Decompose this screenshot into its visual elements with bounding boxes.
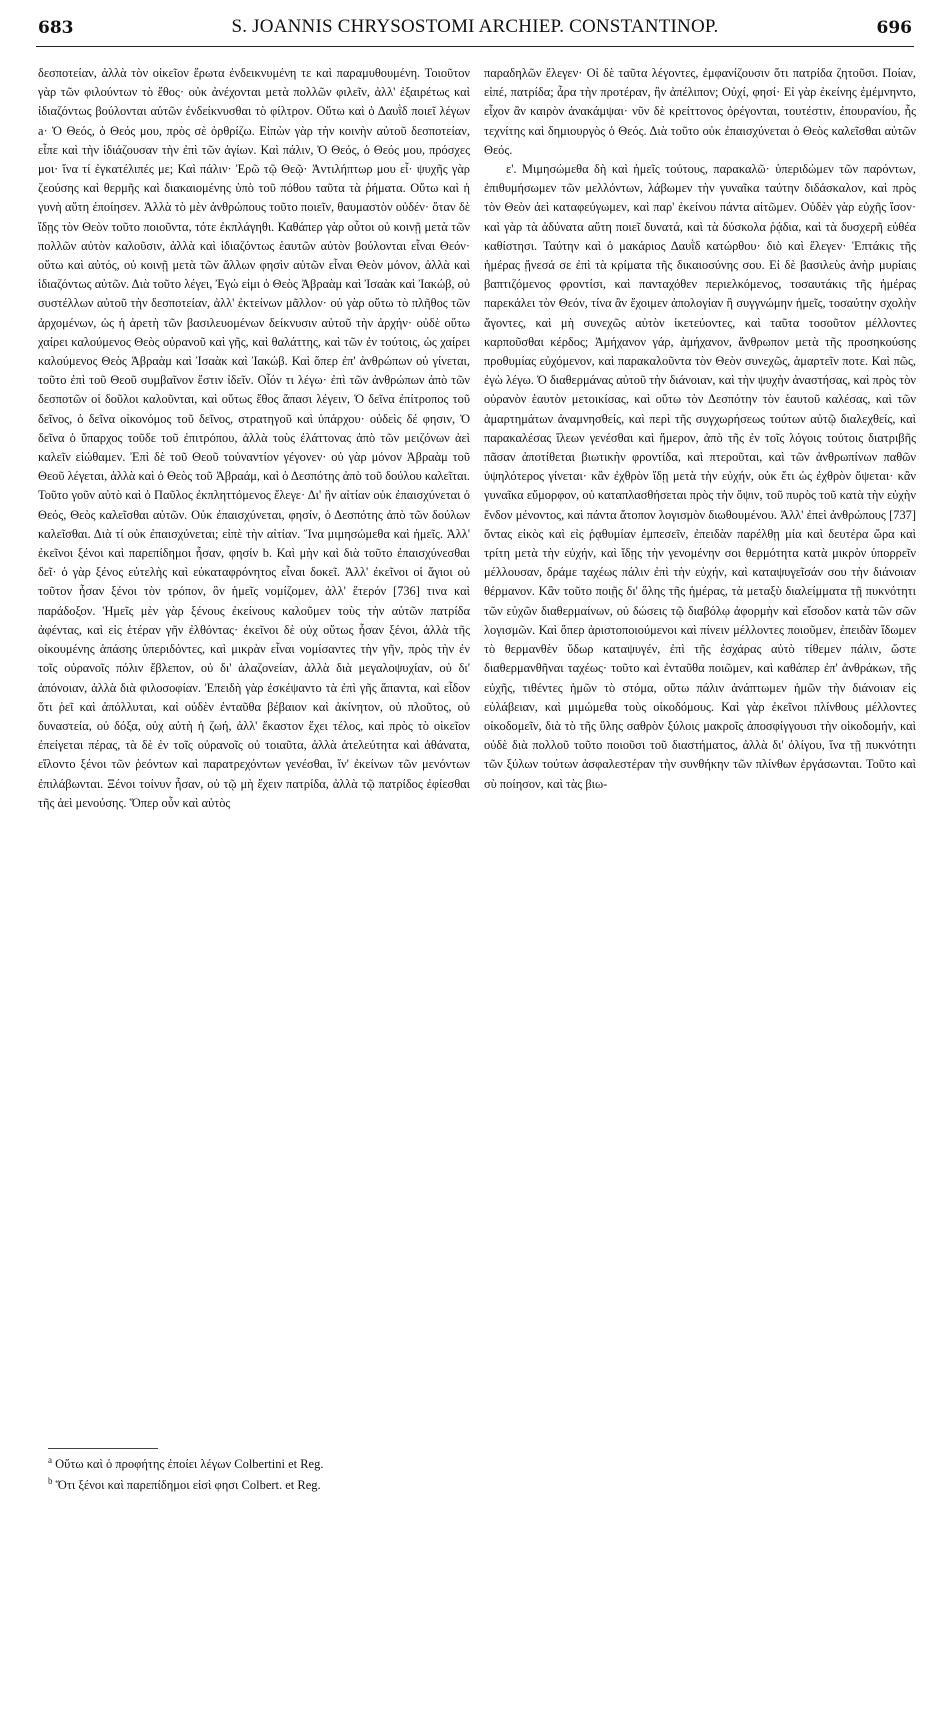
right-column: [484, 64, 916, 1454]
left-paragraph-1: δεσποτείαν, ἀλλὰ τὸν οἰκεῖον ἔρωτα ἐνδεικνυμένη τε καὶ παραμυθουμένη. Τοιοῦτον γὰρ τῶν φιλούντων τὸ ἔθος· οὐκ ἀνέχονται μετὰ πολλῶν φιλεῖν, ἀλλ' ἐξαιρέτως καὶ ἰδιαζόντως βούλονται αὑτῶν ἐνδείκνυσθαι τὸ φίλτρον. Οὕτω καὶ ὁ Δαυῒδ ποιεῖ λέγων a· Ὁ Θεός, ὁ Θεός μου, πρὸς σὲ ὀρθρίζω. Εἰπὼν γὰρ τὴν κοινὴν αὐτοῦ δεσποτείαν, εἶπε καὶ τὴν ἰδιάζουσαν τὴν ἐπὶ τῶν ἁγίων. Καὶ πάλιν, Ὁ Θεός, ὁ Θεός μου, πρόσχες μοι· ἵνα τί ἐγκατέλιπές με; Καὶ πάλιν· Ἐρῶ τῷ Θεῷ· Ἀντιλήπτωρ μου εἶ· ψυχῆς γὰρ ζεούσης καὶ θερμῆς καὶ διακαιομένης ὑπὸ τοῦ πόθου ταῦτα τὰ ῥήματα. Οὕτω καὶ ἡ γυνὴ αὕτη ἐποίησεν. Ἀλλὰ τὸ μὲν ἀνθρώπους τοῦτο ποιεῖν, θαυμαστὸν οὐδέν· ὅταν δὲ ἴδῃς τὸν Θεὸν τοῦτο ποιοῦντα, τότε ἐκπλάγηθι. Καθάπερ γὰρ οὗτοι οὐ κοινῇ μετὰ τῶν πολλῶν αὐτὸν καλοῦσιν, ἀλλὰ καὶ ἰδιαζόντως ἑαυτῶν αὐτὸν βούλονται εἶναι Θεόν· οὕτω καὶ αὐτός, οὐ κοινῇ μετὰ τῶν ἄλλων φησὶν αὐτῶν εἶναι Θεὸν μόνον, ἀλλὰ καὶ ἰδιαζόντως αὐτῶν. Διὰ τοῦτο λέγει, Ἐγώ εἰμι ὁ Θεὸς Ἀβραὰμ καὶ Ἰσαὰκ καὶ Ἰακώβ, οὐ συστέλλων αὐτοῦ τὴν δεσποτείαν, ἀλλ' ἐκτείνων μᾶλλον· οὐ γὰρ οὕτω τὸ πλῆθος τῶν ἀρχομένων, ὡς ἡ ἀρετὴ τῶν βασιλευομένων δείκνυσιν αὐτοῦ τὴν ἀρχήν· οὐδὲ οὕτω χαίρει καλούμενος Θεὸς οὐρανοῦ καὶ γῆς, καὶ θαλάττης, καὶ τῶν ἐν τούτοις, ὡς χαίρει καλούμενος Θεὸς Ἀβραὰμ καὶ Ἰσαὰκ καὶ Ἰακώβ. Καὶ ὅπερ ἐπ' ἀνθρώπων οὐ γίνεται, τοῦτο ἐπὶ τοῦ Θεοῦ συμβαῖνον ἔστιν ἰδεῖν. Οἷόν τι λέγω· ἐπὶ τῶν ἀνθρώπων ἀπὸ τῶν δεσποτῶν οἱ δοῦλοι καλοῦνται, καὶ οὕτως ἔθος ἅπασι λέγειν, Ὁ δεῖνα ἐπίτροπος τοῦ δεῖνος, ὁ δεῖνα οἰκονόμος τοῦ δεῖνος, στρατηγοῦ καὶ ὑπάρχου· οὐδεὶς δέ φησιν, Ὁ δεῖνα ὁ ὕπαρχος τοῦδε τοῦ ἐπιτρόπου, ἀλλὰ τοὺς ἐλάττονας ἀπὸ τῶν μειζόνων ἀεὶ καλεῖν εἰώθαμεν. Ἐπὶ δὲ τοῦ Θεοῦ τοὐναντίον γέγονεν· οὐ γὰρ μόνον Ἀβραὰμ τοῦ Θεοῦ λέγεται, ἀλλὰ καὶ ὁ Θεὸς τοῦ Ἀβραάμ, καὶ ὁ Δεσπότης ἀπὸ τοῦ δούλου καλεῖται. Τοῦτο γοῦν αὐτὸ καὶ ὁ Παῦλος ἐκπληττόμενος ἔλεγε· Δι' ἣν αἰτίαν οὐκ ἐπαισχύνεται ὁ Θεός, Θεὸς καλεῖσθαι αὐτῶν. Οὐκ ἐπαισχύνεται, φησίν, ὁ Δεσπότης ἀπὸ τῶν δούλων καλεῖσθαι. Διὰ τί οὐκ ἐπαισχύνεται; εἰπὲ τὴν αἰτίαν. Ἵνα μιμησώμεθα καὶ ἡμεῖς. Ἀλλ' ἐκεῖνοι ξένοι καὶ παρεπίδημοι ἦσαν, φησίν b. Καὶ μὴν καὶ διὰ τοῦτο ἐπαισχύνεσθαι δεῖ· ὁ γὰρ ξένος εὐτελὴς καὶ εὐκαταφρόνητος εἶναι δοκεῖ. Ἀλλ' ἐκεῖνοι οἱ ἅγιοι οὐ τοῦτον ἦσαν ξένοι τὸν τρόπον, ὃν ἡμεῖς νομίζομεν, ἀλλ' ἕτερόν [736] τινα καὶ παράδοξον. Ἡμεῖς μὲν γὰρ ξένους ἐκείνους καλοῦμεν τοὺς τὴν αὑτῶν πατρίδα ἀφέντας, καὶ εἰς ἑτέραν γῆν ἐλθόντας· ἐκεῖνοι δὲ οὐχ οὕτως ἦσαν ξένοι, ἀλλὰ τῆς οἰκουμένης ἁπάσης ὑπεριδόντες, καὶ μικρὰν εἶναι νομίσαντες τὴν γῆν, πρὸς τὴν ἐν τοῖς οὐρανοῖς πόλιν ἔβλεπον, οὐ δι' ἀλαζονείαν, ἀλλὰ διὰ μεγαλοψυχίαν, οὐ δι' ἀπόνοιαν, ἀλλὰ διὰ φιλοσοφίαν. Ἐπειδὴ γὰρ ἐσκέψαντο τὰ ἐπὶ γῆς ἅπαντα, καὶ εἶδον ὅτι ῥεῖ καὶ ἀπόλλυται, καὶ οὐδὲν ἐνταῦθα βέβαιον καὶ ἀκίνητον, οὐ πλοῦτος, οὐ δυναστεία, οὐ δόξα, οὐχ αὐτὴ ἡ ζωή, ἀλλ' ἕκαστον ἔχει τέλος, καὶ πρὸς τὸ οἰκεῖον ἐπείγεται πέρας, τὰ δὲ ἐν τοῖς οὐρανοῖς οὐ τοιαῦτα, ἀλλὰ ἀτελεύτητα καὶ ἀθάνατα, εἵλοντο ξένοι τῶν ῥεόντων καὶ παρατρεχόντων γενέσθαι, ἵν' ἐκείνων τῶν μενόντων ἐπιλάβωνται. Ξένοι τοίνυν ἦσαν, οὐ τῷ μὴ ἔχειν πατρίδα, ἀλλὰ τῷ πατρίδος ἐφίεσθαι τῆς ἀεὶ μενούσης. Ὅπερ οὖν καὶ αὐτὸς: [38, 66, 470, 810]
running-title: S. JOANNIS CHRYSOSTOMI ARCHIEP. CONSTANTINOP.: [231, 16, 719, 37]
page-number-left: 683: [38, 18, 74, 38]
page-number-right: 696: [876, 18, 912, 38]
footnote-text: Ὅτι ξένοι καὶ παρεπίδημοι εἰσὶ φησι Colbert. et Reg.: [55, 1478, 321, 1493]
footnote-a: [48, 1452, 608, 1473]
footnote-text: Οὕτω καὶ ὁ προφήτης ἐποίει λέγων Colbertini et Reg.: [55, 1457, 324, 1472]
right-paragraph-1: παραδηλῶν ἔλεγεν· Οἱ δὲ ταῦτα λέγοντες, ἐμφανίζουσιν ὅτι πατρίδα ζητοῦσι. Ποίαν, εἰπέ, πατρίδα; ἆρα τὴν προτέραν, ἣν ἀπέλιπον; Οὐχί, φησί· Εἰ γὰρ ἐκείνης ἐμέμνηντο, εἶχον ἂν καιρὸν ἀνακάμψαι· νῦν δὲ κρείττονος ὀρέγονται, τουτέστιν, ἐπουρανίου, ἧς τεχνίτης καὶ δημιουργὸς ὁ Θεός. Διὰ τοῦτο οὐκ ἐπαισχύνεται ὁ Θεὸς καλεῖσθαι αὐτῶν Θεός.: [484, 66, 916, 157]
footnote-rule: [48, 1448, 158, 1449]
footnote-mark: a: [48, 1455, 52, 1465]
running-header: [36, 10, 914, 47]
right-paragraph-2: ε'. Μιμησώμεθα δὴ καὶ ἡμεῖς τούτους, παρακαλῶ· ὑπεριδώμεν τῶν παρόντων, ἐπιθυμήσωμεν τῶν μελλόντων, λάβωμεν τὴν γυναῖκα ταύτην διδάσκαλον, καὶ πρὸς τὸν Θεὸν ἀεὶ καταφεύγωμεν, καὶ παρ' ἐκείνου πάντα αἰτῶμεν. Οὐδὲν γὰρ εὐχῆς ἴσον· καὶ γὰρ τὰ ἀδύνατα αὕτη ποιεῖ δυνατά, καὶ τὰ δύσκολα ῥᾴδια, καὶ τὰ δυσχερῆ εὐθέα καθίστησι. Ταύτην καὶ ὁ μακάριος Δαυῒδ κατώρθου· διὸ καὶ ἔλεγεν· Ἑπτάκις τῆς ἡμέρας ᾔνεσά σε ἐπὶ τὰ κρίματα τῆς δικαιοσύνης σου. Εἰ δὲ βασιλεὺς ἀνὴρ μυρίαις βαπτιζόμενος φροντίσι, καὶ πανταχόθεν περιελκόμενος, τοσαυτάκις τῆς ἡμέρας παρεκάλει τὸν Θεόν, τίνα ἂν ἔχοιμεν ἀπολογίαν ἢ συγγνώμην ἡμεῖς, τοσαύτην σχολὴν ἄγοντες, καὶ μὴ συνεχῶς αὐτὸν ἱκετεύοντες, καὶ ταῦτα τοσοῦτον μέλλοντες καρποῦσθαι κέρδος; Ἀμήχανον γάρ, ἀμήχανον, ἄνθρωπον μετὰ τῆς προσηκούσης προθυμίας εὐχόμενον, καὶ παρακαλοῦντα τὸν Θεὸν συνεχῶς, ἁμαρτεῖν ποτε. Καὶ πῶς, ἐγὼ λέγω. Ὁ διαθερμάνας αὐτοῦ τὴν διάνοιαν, καὶ τὴν ψυχὴν ἀναστήσας, καὶ πρὸς τὸν οὐρανὸν ἑαυτὸν μετοικίσας, καὶ οὕτω τὸν Δεσπότην τὸν ἑαυτοῦ καλέσας, καὶ τῶν ἁμαρτημάτων ἀναμνησθείς, καὶ περὶ τῆς συγχωρήσεως τούτων αὐτῷ διαλεχθείς, καὶ παρακαλέσας ἵλεων γενέσθαι καὶ ἥμερον, ἀπὸ τῆς ἐν τοῖς λόγοις τούτοις διατριβῆς πᾶσαν ἀποτίθεται βιωτικὴν φροντίδα, καὶ πτεροῦται, καὶ τῶν ἀνθρωπίνων παθῶν ὑψηλότερος γίνεται· κἂν ἐχθρὸν ἴδῃ μετὰ τὴν εὐχήν, οὐκ ἔτι ὡς ἐχθρὸν ὄψεται· κἂν γυναῖκα εὔμορφον, οὐ καταπλασθήσεται πρὸς τὴν ὄψιν, τοῦ πυρὸς τοῦ κατὰ τὴν εὐχὴν ἔνδον μένοντος, καὶ πάντα ἄτοπον λογισμὸν διωθουμένου. Ἀλλ' ἐπεὶ ἀνθρώπους [737] ὄντας εἰκὸς καὶ εἰς ῥᾳθυμίαν ἐμπεσεῖν, ἐπειδὰν παρέλθῃ μία καὶ δευτέρα ὥρα καὶ τρίτη μετὰ τὴν εὐχήν, καὶ ἴδῃς τὴν γενομένην σοι θερμότητα κατὰ μικρὸν ὑπορρεῖν μέλλουσαν, δράμε ταχέως πάλιν ἐπὶ τὴν εὐχήν, καὶ καταψυγεῖσάν σου τὴν διάνοιαν θέρμανον. Κἂν τοῦτο ποιῇς δι' ὅλης τῆς ἡμέρας, τὰ μεταξὺ διαλείμματα τῇ πυκνότητι τῶν εὐχῶν διαθερμαίνων, οὐ δώσεις τῷ διαβόλῳ ἀφορμὴν καὶ εἴσοδον κατὰ τῶν σῶν λογισμῶν. Καὶ ὅπερ ἀριστοποιούμενοι καὶ πίνειν μέλλοντες ποιοῦμεν, ἐπειδὰν ἴδωμεν τὸ θερμανθὲν ὕδωρ καταψυγέν, ἐπὶ τῆς ἐσχάρας αὐτὸ τίθεμεν πάλιν, ὥστε διαθερμανθῆναι ταχέως· τοῦτο καὶ ἐνταῦθα ποιῶμεν, καὶ καθάπερ ἐπ' ἀνθράκων, τῆς εὐχῆς, τιθέντες ἡμῶν τὸ στόμα, οὕτω πάλιν ἀνάπτωμεν ἡμῶν τὴν διάνοιαν εἰς εὐλάβειαν, καὶ μιμώμεθα τοὺς οἰκοδόμους. Καὶ γὰρ ἐκεῖνοι πλίνθους μέλλοντες οἰκοδομεῖν, διὰ τὸ τῆς ὕλης σαθρὸν ξύλοις μακροῖς ἀποσφίγγουσι τὴν οἰκοδομήν, καὶ οὐδὲ διὰ πολλοῦ τοῦτο ποιοῦσι τοῦ διαστήματος, ἀλλὰ δι' ὀλίγου, ἵνα τῇ πυκνότητι τῶν ξύλων τούτων ἀσφαλεστέραν τὴν συνθήκην τῶν πλίνθων ἐργάσωνται. Τοῦτο καὶ σὺ ποίησον, καὶ τὰς βιω-: [484, 162, 916, 791]
footnotes: [48, 1452, 608, 1494]
footnote-mark: b: [48, 1476, 53, 1487]
footnote-b: [48, 1473, 608, 1494]
